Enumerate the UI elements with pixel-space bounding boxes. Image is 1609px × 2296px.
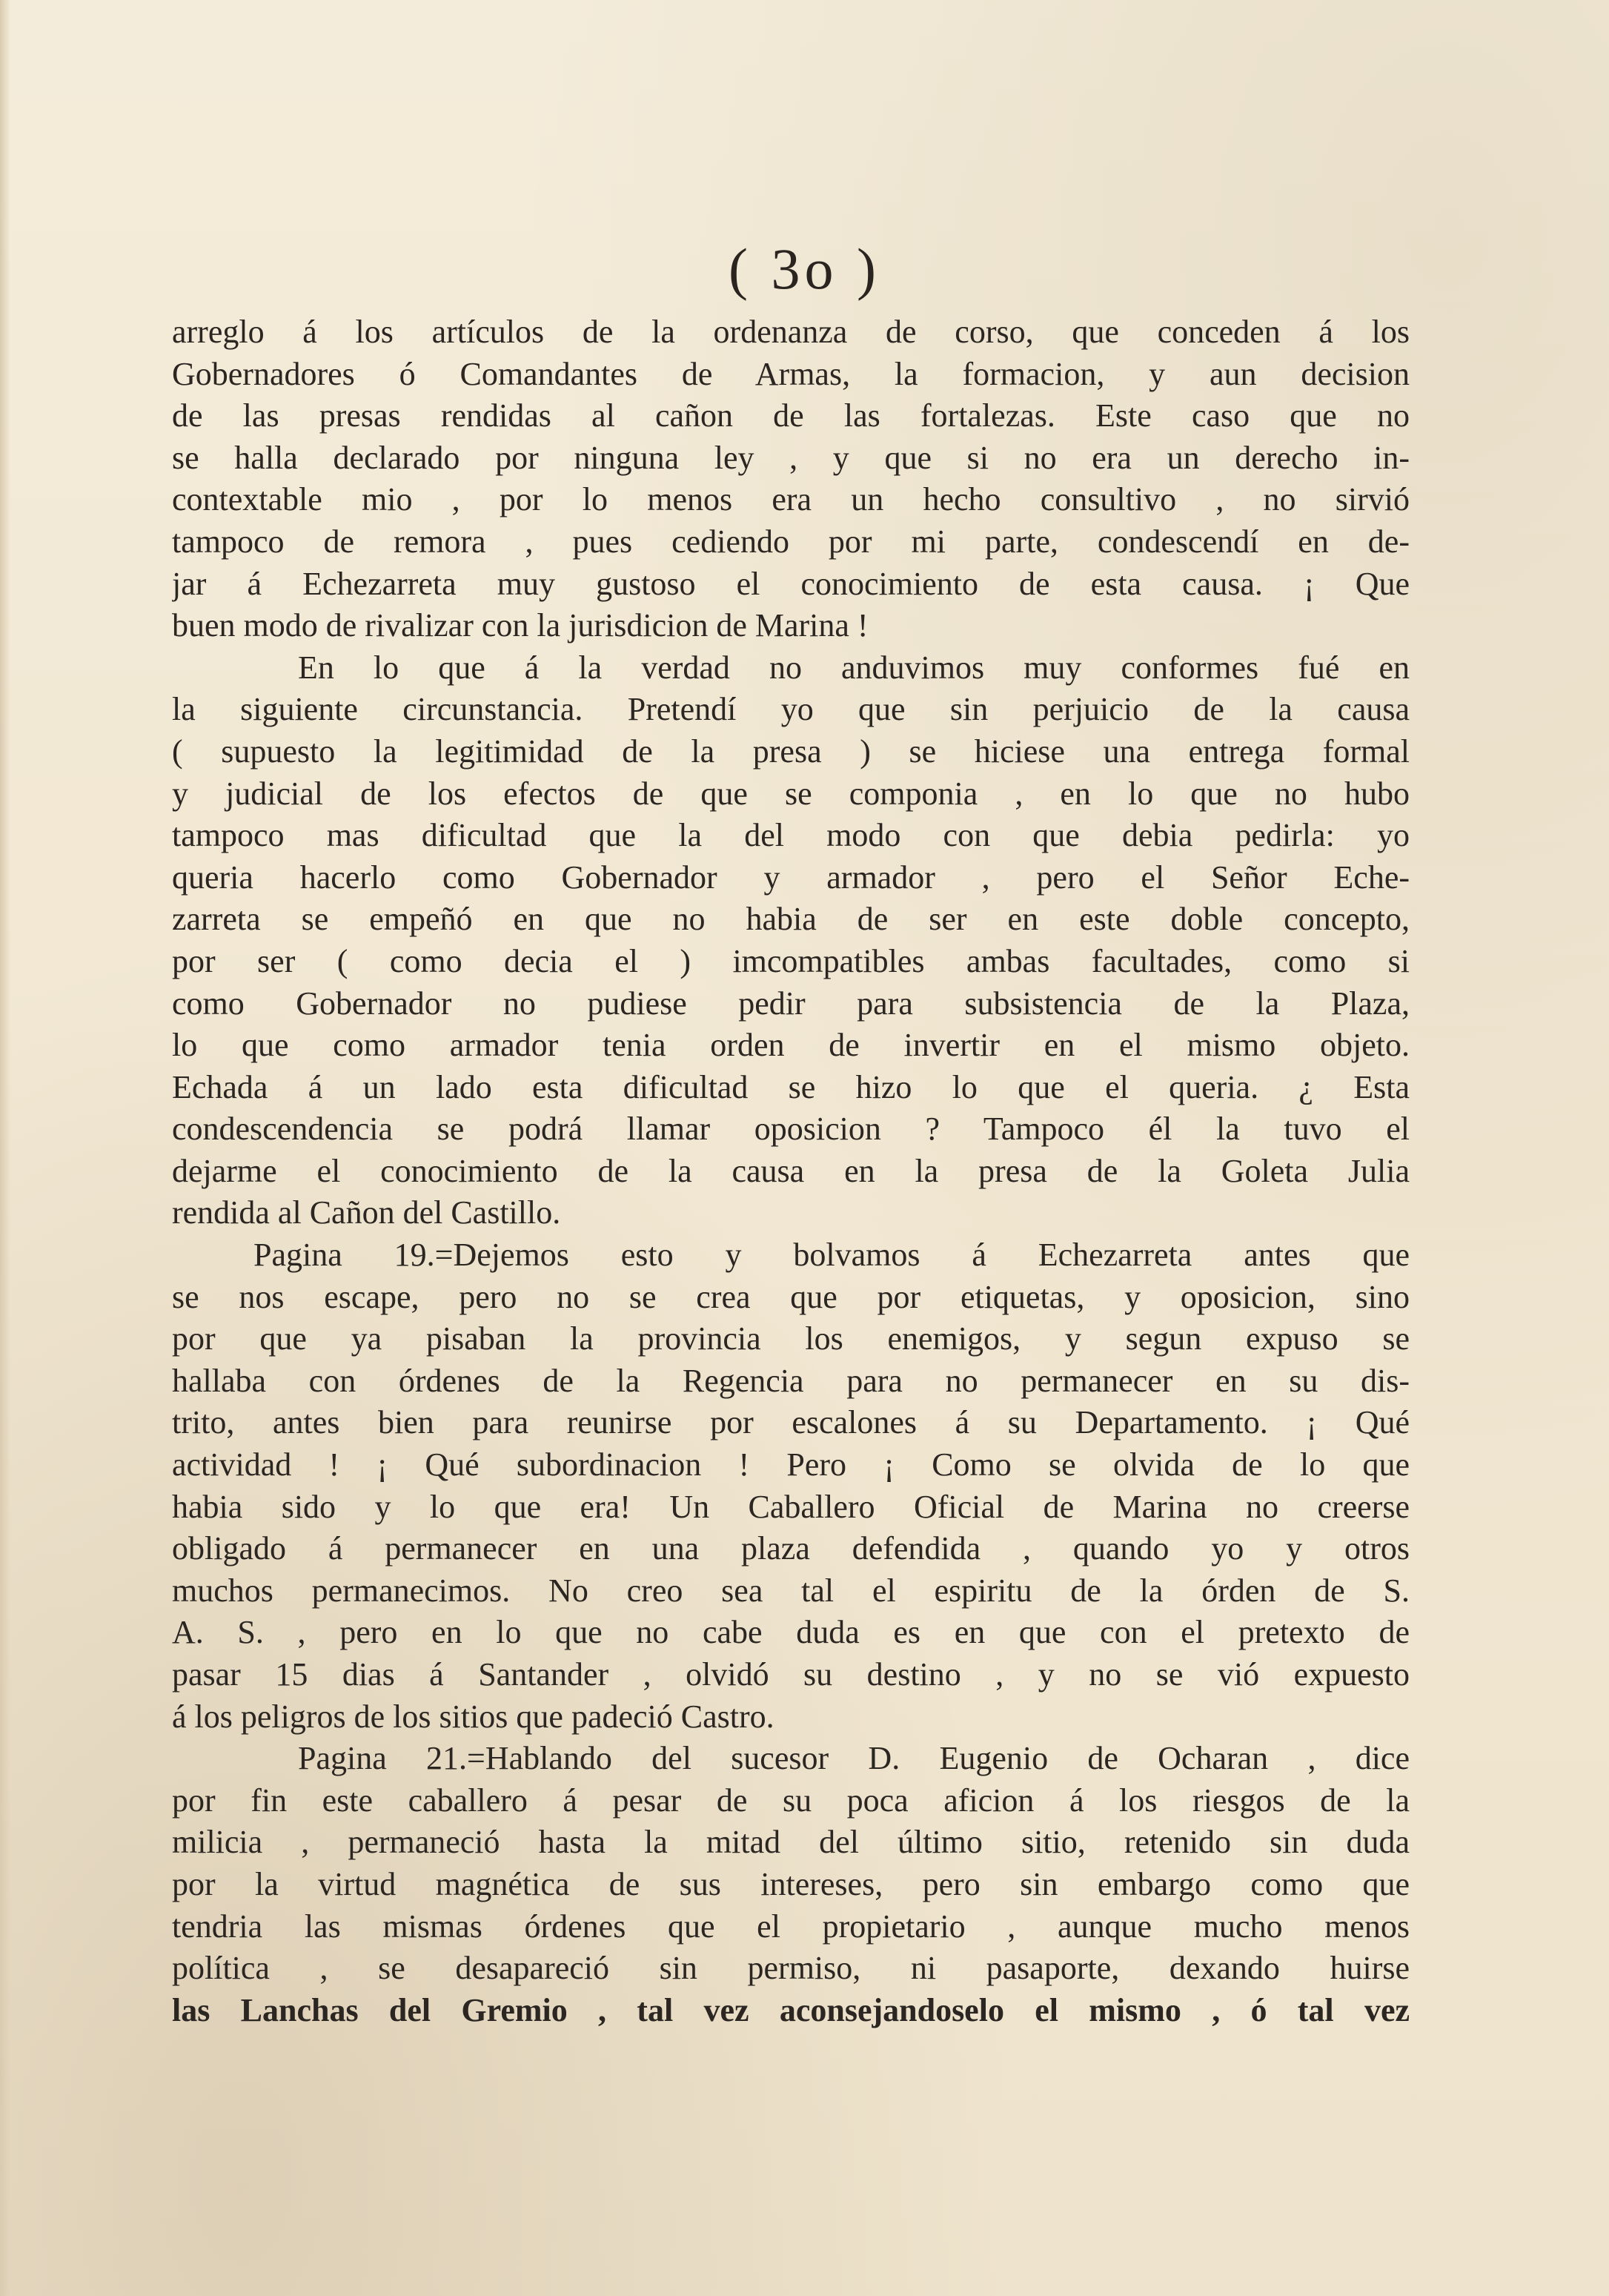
text-line: rendida al Cañon del Castillo. bbox=[172, 1194, 561, 1231]
text-line: por ser ( como decia el ) imcompatibles ambas facultades, como si bbox=[172, 942, 1410, 979]
text-line: arreglo á los artículos de la ordenanza de corso, que conceden á los bbox=[172, 314, 1410, 350]
page-edge-shadow bbox=[0, 0, 10, 2296]
text-line: por la virtud magnética de sus intereses, pero sin embargo como que bbox=[172, 1865, 1410, 1902]
text-line: hallaba con órdenes de la Regencia para no permanecer en su dis- bbox=[172, 1362, 1410, 1399]
text-line: obligado á permanecer en una plaza defendida , quando yo y otros bbox=[172, 1530, 1410, 1567]
text-line: tampoco de remora , pues cediendo por mi parte, condescendí en de- bbox=[172, 523, 1410, 560]
text-line: muchos permanecimos. No creo sea tal el espiritu de la órden de S. bbox=[172, 1572, 1410, 1609]
text-line: tampoco mas dificultad que la del modo con que debia pedirla: yo bbox=[172, 817, 1410, 854]
page-number: ( 3o ) bbox=[729, 236, 880, 301]
text-line: se nos escape, pero no se crea que por etiquetas, y oposicion, sino bbox=[172, 1278, 1410, 1315]
text-line: tendria las mismas órdenes que el propietario , aunque mucho menos bbox=[172, 1908, 1410, 1945]
body-text bbox=[172, 311, 1410, 2031]
text-line: política , se desapareció sin permiso, ni pasaporte, dexando huirse bbox=[172, 1950, 1410, 1987]
text-line: En lo que á la verdad no anduvimos muy conformes fué en bbox=[298, 649, 1410, 686]
text-line: lo que como armador tenia orden de invertir en el mismo objeto. bbox=[172, 1027, 1410, 1064]
text-line: A. S. , pero en lo que no cabe duda es en que con el pretexto de bbox=[172, 1614, 1410, 1651]
text-line: Gobernadores ó Comandantes de Armas, la formacion, y aun decision bbox=[172, 355, 1410, 392]
text-line: y judicial de los efectos de que se componia , en lo que no hubo bbox=[172, 775, 1410, 812]
text-line: jar á Echezarreta muy gustoso el conocimiento de esta causa. ¡ Que bbox=[172, 565, 1410, 602]
text-line: las Lanchas del Gremio , tal vez aconsejandoselo el mismo , ó tal vez bbox=[172, 1991, 1410, 2028]
text-line: Echada á un lado esta dificultad se hizo lo que el queria. ¿ Esta bbox=[172, 1068, 1410, 1105]
text-line: pasar 15 dias á Santander , olvidó su destino , y no se vió expuesto bbox=[172, 1656, 1410, 1693]
text-line: Pagina 19.=Dejemos esto y bolvamos á Echezarreta antes que bbox=[253, 1237, 1410, 1274]
text-line: dejarme el conocimiento de la causa en la presa de la Goleta Julia bbox=[172, 1152, 1410, 1189]
text-line: á los peligros de los sitios que padeció Castro. bbox=[172, 1698, 774, 1735]
text-line: queria hacerlo como Gobernador y armador , pero el Señor Eche- bbox=[172, 858, 1410, 896]
text-line: zarreta se empeñó en que no habia de ser en este doble concepto, bbox=[172, 901, 1410, 938]
text-line: por fin este caballero á pesar de su poca aficion á los riesgos de la bbox=[172, 1781, 1410, 1819]
text-line: como Gobernador no pudiese pedir para subsistencia de la Plaza, bbox=[172, 985, 1410, 1022]
text-line: contextable mio , por lo menos era un hecho consultivo , no sirvió bbox=[172, 481, 1410, 518]
text-line: ( supuesto la legitimidad de la presa ) se hiciese una entrega formal bbox=[172, 732, 1410, 770]
text-line: buen modo de rivalizar con la jurisdicion de Marina ! bbox=[172, 607, 869, 644]
text-line: milicia , permaneció hasta la mitad del último sitio, retenido sin duda bbox=[172, 1824, 1410, 1861]
text-line: de las presas rendidas al cañon de las fortalezas. Este caso que no bbox=[172, 397, 1410, 434]
text-line: se halla declarado por ninguna ley , y que si no era un derecho in- bbox=[172, 439, 1410, 476]
text-line: condescendencia se podrá llamar oposicion ? Tampoco él la tuvo el bbox=[172, 1111, 1410, 1148]
text-line: Pagina 21.=Hablando del sucesor D. Eugenio de Ocharan , dice bbox=[298, 1740, 1410, 1777]
text-line: trito, antes bien para reunirse por escalones á su Departamento. ¡ Qué bbox=[172, 1404, 1410, 1441]
text-line: habia sido y lo que era! Un Caballero Oficial de Marina no creerse bbox=[172, 1488, 1410, 1525]
text-line: la siguiente circunstancia. Pretendí yo que sin perjuicio de la causa bbox=[172, 691, 1410, 728]
text-line: actividad ! ¡ Qué subordinacion ! Pero ¡ Como se olvida de lo que bbox=[172, 1446, 1410, 1483]
text-line: por que ya pisaban la provincia los enemigos, y segun expuso se bbox=[172, 1320, 1410, 1357]
